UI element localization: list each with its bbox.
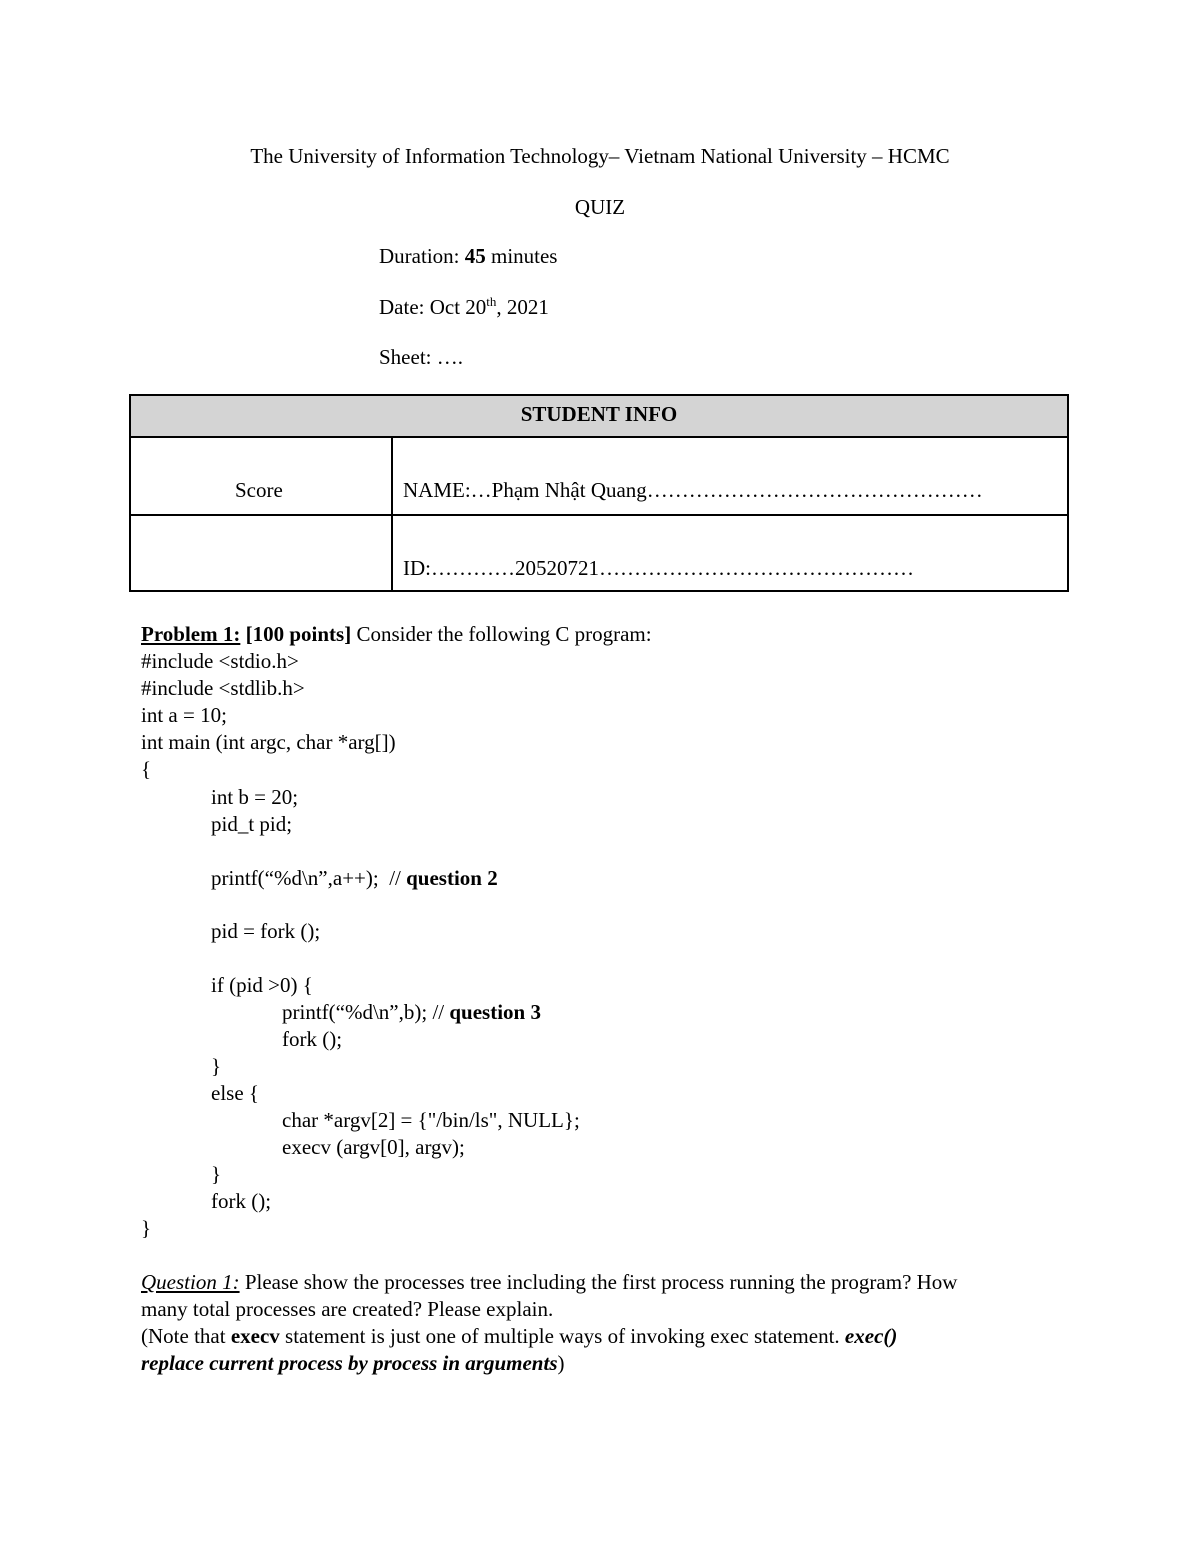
problem-label: Problem 1: (141, 622, 241, 646)
student-info-heading: STUDENT INFO (131, 396, 1067, 438)
code-line: else { (211, 1081, 259, 1105)
table-divider-horizontal (131, 514, 1067, 516)
question-1-line: Question 1: Please show the processes tree including the first process running the program? How (141, 1270, 958, 1294)
duration-value: 45 (464, 244, 486, 268)
code-line: printf(“%d\n”,b); // question 3 (282, 1000, 541, 1024)
code-line: pid = fork (); (211, 919, 321, 943)
code-line: execv (argv[0], argv); (282, 1135, 465, 1159)
question-1-line: many total processes are created? Please explain. (141, 1297, 554, 1321)
date-line: Date: Oct 20th, 2021 (379, 294, 549, 319)
student-id-field: ID:…………20520721……………………………………… (403, 556, 914, 580)
code-line: #include <stdio.h> (141, 649, 299, 673)
problem-points: [100 points] (245, 622, 352, 646)
code-line: } (211, 1054, 222, 1078)
table-divider-vertical (391, 436, 393, 590)
quiz-title: QUIZ (574, 195, 626, 219)
question-1-note: (Note that execv statement is just one of multiple ways of invoking exec statement. exec() (141, 1324, 898, 1348)
institution-name: The University of Information Technology– Vietnam National University – HCMC (250, 144, 950, 168)
code-line: int main (int argc, char *arg[]) (141, 730, 396, 754)
student-info-table (129, 394, 1069, 592)
code-line: fork (); (211, 1189, 272, 1213)
code-line: } (141, 1216, 152, 1240)
score-label: Score (235, 478, 283, 502)
duration-line: Duration: 45 minutes (379, 244, 558, 268)
code-line: int b = 20; (211, 785, 299, 809)
student-name-field: NAME:…Phạm Nhật Quang………………………………………… (403, 478, 983, 502)
code-line: { (141, 757, 152, 781)
code-line: fork (); (282, 1027, 343, 1051)
question-1-note: replace current process by process in arguments) (141, 1351, 565, 1375)
code-line: #include <stdlib.h> (141, 676, 305, 700)
code-line: char *argv[2] = {"/bin/ls", NULL}; (282, 1108, 580, 1132)
code-line: printf(“%d\n”,a++); // question 2 (211, 866, 498, 890)
question-1-label: Question 1: (141, 1270, 240, 1294)
problem-heading: Problem 1: [100 points] Consider the following C program: (141, 622, 652, 646)
code-line: } (211, 1162, 222, 1186)
code-line: pid_t pid; (211, 812, 293, 836)
code-line: if (pid >0) { (211, 973, 313, 997)
question-2-marker: question 2 (406, 866, 498, 890)
sheet-line: Sheet: …. (379, 345, 463, 369)
code-line: int a = 10; (141, 703, 227, 727)
question-3-marker: question 3 (449, 1000, 541, 1024)
